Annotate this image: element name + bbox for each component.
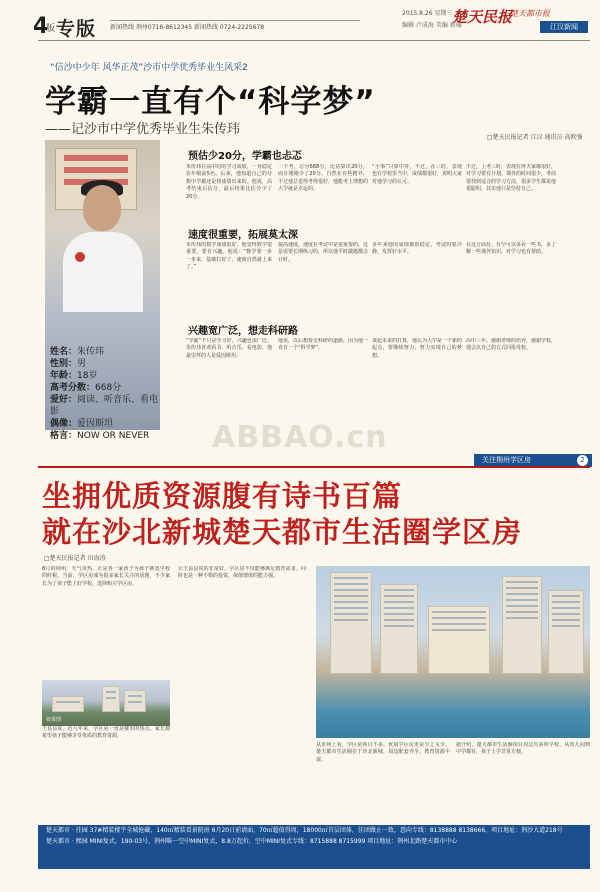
story-headline: 学霸一直有个“科学梦” xyxy=(45,84,376,120)
section-tag-number: 2 xyxy=(577,455,588,466)
school-badge-icon xyxy=(75,252,85,262)
rendering-clubhouse xyxy=(428,606,490,674)
newspaper-brand-sub: 楚天都市报 xyxy=(510,9,550,18)
photo-face xyxy=(83,185,121,231)
section-tag-label: 关注荆州学区房 xyxy=(482,456,531,464)
header-rule xyxy=(38,40,590,41)
photo-shirt xyxy=(63,232,143,312)
section-title: 专版 xyxy=(56,18,97,40)
section-subhead: 预估少20分，学霸也忐忑 xyxy=(188,151,302,162)
feature-headline-line2: 就在沙北新城楚天都市生活圈学区房 xyxy=(42,515,523,549)
story-subhead: ——记沙市中学优秀毕业生朱传玮 xyxy=(45,122,241,137)
rendering-tower xyxy=(380,584,418,674)
newspaper-brand: 楚天民报 xyxy=(452,8,513,26)
body-paragraph: 高中三年，感谢老师的培养，感谢学校，他会以自己的方式回报母校。 xyxy=(466,338,556,352)
page-header xyxy=(0,0,600,58)
photo-building xyxy=(124,690,146,712)
body-paragraph: 据介绍，楚天都市生活圈项目周边有多所学校，从幼儿园到中学都有，孩子上学非常方便。 xyxy=(456,742,590,756)
edition-badge: 江汉新闻 xyxy=(540,21,588,33)
campus-photo xyxy=(42,680,170,726)
profile-row: 姓名：朱传玮 xyxy=(50,347,105,357)
profile-row: 格言：NOW OR NEVER xyxy=(50,431,150,441)
profile-row: 性别：男 xyxy=(50,359,87,369)
body-paragraph: 朱传玮的数学成绩很好，他觉得数学很重要，要有兴趣。他说：“数学要一步一步来，基础打好了，速度自然就上来了。” xyxy=(186,242,272,271)
photo-building xyxy=(102,686,120,712)
photo-building xyxy=(52,696,84,712)
editors-credit: 编辑 卢成海 美编 蒋翰 xyxy=(402,22,462,29)
body-paragraph: 不过，上考三时，表现在得天家都很好，对学习要有计划。课外的时间很少，考前要找到适合的学习方法，很多学生都说他很聪明，其实他只是坚持自己。 xyxy=(466,164,556,193)
rendering-tower xyxy=(502,576,542,674)
body-paragraph: 提高速度，速度在考试中是很重要的，这是需要长期练习的，所以他平时做题都会计时。 xyxy=(278,242,368,263)
body-paragraph: 多年来他的成绩都很稳定，考试时要冷静，发挥好水平。 xyxy=(372,242,462,256)
body-paragraph: 8月的荆州，天气炎热，正是各一家孩子为孩子挑选学校的时候。当前，学区房成为很多家长关注的话题，不少家长为了孩子能上好学校，选择购买学区房。 xyxy=(42,566,170,587)
section-subhead: 速度很重要，拓展莫太深 xyxy=(188,230,298,241)
footer-line: 楚天都市 · 佳园 37#精装楼宇全城抢藏，140㎡精装看景院房 6月20日前请面，70㎡超值得周，18000㎡首层团体，佳团做止一致，意向专线：8138888 8138666，项目地址：荆沙大道218号 xyxy=(46,827,563,834)
advertisement-footer xyxy=(38,825,590,869)
feature-headline-line1: 坐拥优质资源腹有诗书百篇 xyxy=(42,479,403,513)
profile-row: 年龄：18岁 xyxy=(50,371,98,381)
rendering-tower xyxy=(548,590,584,674)
footer-line: 楚天都市 · 熙园 MINI复式，190-03号，荆州唯一空中MINI复式，8.8万起价，空中MINI复式专线：8715888 8715999 项目地址：荆州北路楚天都市中心 xyxy=(46,837,458,845)
body-paragraph: 朱传玮在高中时的学习成绩，一直稳定在年级前5名。后来，他知道自己的分数中学都还是将成绩出来的。他说，高考结束后估分，最后结果比估分少了20分。 xyxy=(186,164,272,200)
body-paragraph: 王县县说，近几年来，学区房一直是楼市的热点。家长都希望孩子能够享受优质的教育资源。 xyxy=(42,726,170,740)
story-kicker: “信沙中少年 风华正茂”沙市中学优秀毕业生风采2 xyxy=(50,63,248,73)
body-paragraph: 在这方面有，有空可以多看一些书，多了解一些课外知识，对学习也有帮助。 xyxy=(466,242,556,256)
development-rendering xyxy=(316,566,590,738)
rendering-tower xyxy=(330,572,372,674)
story-byline: □楚天民报记者 江汉 通讯员 高欧强 xyxy=(487,134,583,141)
image-caption: 效果图 xyxy=(46,717,62,723)
header-divider xyxy=(110,20,360,21)
profile-row: 偶像：爱因斯坦 xyxy=(50,419,114,429)
hotline-info: 新闻热线 荆州0716-8612345 新闻热线 0724-2225678 xyxy=(110,24,265,31)
section-rule xyxy=(38,466,590,468)
page-number-suffix: 版 xyxy=(46,24,56,34)
body-paragraph: “小事”只算中等，不过，在三时，表现也在学校里当中，成绩都很好，说明大家对他学习的认可。 xyxy=(372,164,462,185)
body-paragraph: 一下考，总分668分，比估算出20分，而且刚刚少了20分。自然在有些精外，不过他总觉得考得很好，他能考上理想的大学就是幸运的。 xyxy=(278,164,368,193)
section-subhead: 兴趣宽广泛，想走科研路 xyxy=(188,326,298,337)
body-paragraph: 他说，以后想要走科研的道路，因为他一直有一个“科学梦”。 xyxy=(278,338,368,352)
page-number: 4 xyxy=(33,14,49,39)
body-paragraph: 让王县县说的非常好，学区房不仅能够满足教育需求，同时也是一种不错的投资，保值增值的能力强。 xyxy=(178,566,306,580)
student-profile xyxy=(50,346,160,442)
body-paragraph: “学霸”不只是学习好，兴趣也很广泛。朱传玮喜欢看书、听音乐、看电影，他最崇拜的人是爱因斯坦。 xyxy=(186,338,272,359)
issue-date: 2015.8.26 星期三 xyxy=(402,10,453,17)
body-paragraph: 谈起未来的打算，他认为大学是一个新的起点，要继续努力，努力实现自己的梦想。 xyxy=(372,338,462,359)
profile-row: 高考分数：668分 xyxy=(50,383,122,393)
feature-byline: □楚天民报记者 田海涛 xyxy=(44,555,106,562)
profile-row: 爱好：阅读、听音乐、看电影 xyxy=(50,395,159,417)
body-paragraph: 从市场上看，学区房项目不多，优质学区房更是少之又少。楚天都市生活圈位于沙北新城，周边配套齐全，教育资源丰富。 xyxy=(316,742,450,763)
site-watermark: ABBAO.cn xyxy=(212,420,388,455)
